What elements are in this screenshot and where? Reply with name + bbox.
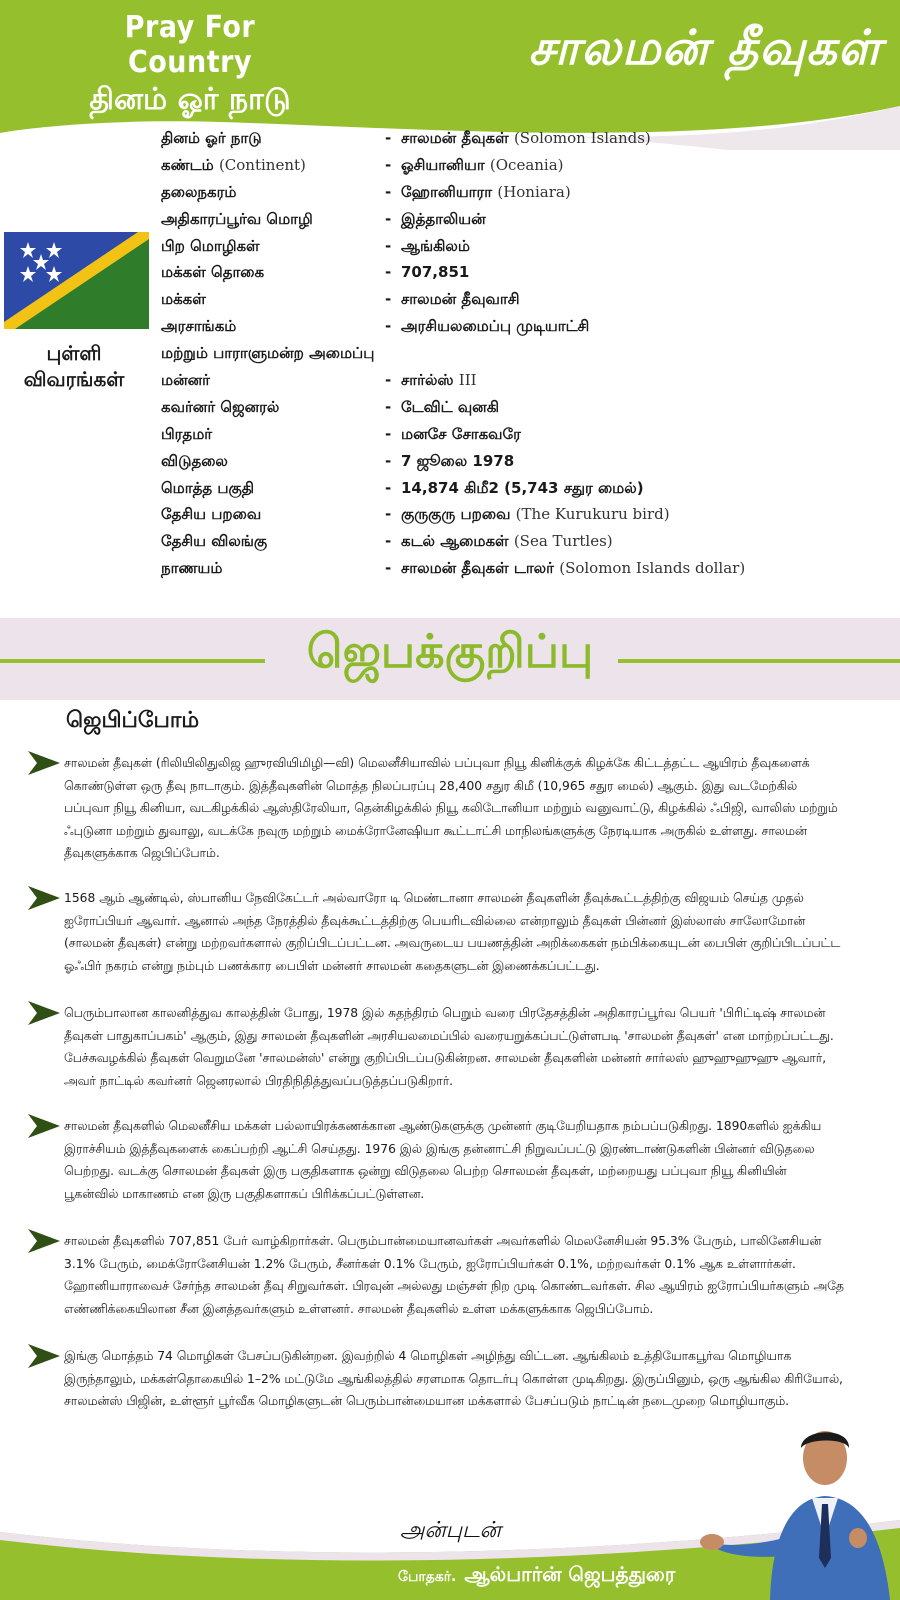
fact-label	[161, 528, 267, 555]
pastor-title: போதகர்.	[398, 1569, 457, 1585]
fact-label	[161, 475, 254, 502]
prayer-paragraph: சாலமன் தீவுகளில் 707,851 பேர் வாழ்கிறார்கள். பெரும்பான்மையானவர்கள் அவர்களில் மெலனேசியன் 95.3% பேரும், பாலினேசியன் 3.1% பேரும், மைக்ரோனேசியன் 1.2% பேரும், சீனர்கள் 0.1% பேரும், ஐரோப்பியர்கள் 0.1%, மற்றவர்கள் 0.1% ஆக உள்ளார்கள். ஹோனியாராவைச் சேர்ந்த சாலமன் தீவு சிறுவர்கள். பிரவுன் அல்லது மஞ்சள் நிற முடி கொண்டவர்கள். சில ஆயிரம் ஐரோப்பியர்களும் அதே எண்ணிக்கையிலான சீன இனத்தவர்களும் உள்ளனர். சாலமன் தீவுகளில் உள்ள மக்களுக்காக ஜெபிப்போம்.	[64, 1234, 844, 1316]
pastor-photo	[700, 1418, 900, 1600]
fact-label	[161, 340, 374, 367]
fact-separator: -	[385, 236, 392, 255]
fact-row	[161, 179, 881, 206]
fact-label	[161, 286, 206, 313]
fact-row	[161, 501, 881, 528]
fact-value	[385, 259, 469, 286]
fact-label	[161, 206, 313, 233]
side-caption-line2: விவரங்கள்	[23, 367, 125, 391]
fact-value-text: 707,851	[401, 263, 470, 282]
bullet-arrow-icon	[28, 750, 60, 776]
fact-separator: -	[385, 397, 392, 416]
bullet-arrow-icon	[28, 1113, 60, 1139]
fact-label-text: தேசிய விலங்கு	[161, 532, 268, 551]
facts-list	[161, 125, 881, 582]
fact-row	[161, 555, 881, 582]
fact-value-text: இத்தாலியன்	[401, 209, 486, 228]
pastor-name: ஆல்பார்ன் ஜெபத்துரை	[464, 1562, 676, 1586]
fact-separator: -	[385, 155, 392, 174]
fact-value	[385, 528, 613, 555]
fact-label	[161, 259, 264, 286]
fact-value	[385, 125, 651, 152]
fact-label	[161, 394, 279, 421]
prayer-paragraph: சாலமன் தீவுகளில் மெலனீசிய மக்கள் பல்லாயிரக்கணக்கான ஆண்டுகளுக்கு முன்னர் குடியேறியதாக நம்பப்படுகிறது. 1890களில் ஐக்கிய இராச்சியம் இத்தீவுகளைக் கைப்பற்றி ஆட்சி செய்தது. 1976 இல் இங்கு தன்னாட்சி நிறுவப்பட்டு இரண்டாண்டுகளின் பின்னர் விடுதலை பெற்றது. வடக்கு சொலமன் தீவுகள் இரு பகுதிகளாக ஒன்று விடுதலை பெற்ற சொலமன் தீவுகள், மற்றையது பப்புவா நியூ கினியின் பூகன்வில் மாகாணம் என இரு பகுதிகளாகப் பிரிக்கப்பட்டுள்ளன.	[64, 1119, 822, 1201]
brand-logo	[60, 10, 320, 121]
fact-label-text: தலைநகரம்	[161, 182, 237, 201]
fact-value-text: 14,874 கிமீ2 (5,743 சதுர மைல்)	[401, 478, 644, 497]
fact-label	[161, 152, 306, 179]
fact-label-text: பிற மொழிகள்	[161, 236, 260, 255]
fact-value	[385, 286, 520, 313]
fact-value-latin: (Solomon Islands dollar)	[559, 559, 746, 578]
fact-value-latin: III	[458, 371, 477, 390]
fact-value-text: 7 ஜூலை 1978	[401, 451, 515, 470]
fact-separator: -	[385, 559, 392, 578]
fact-value-latin: (Sea Turtles)	[513, 532, 613, 551]
fact-row	[161, 340, 881, 367]
prayer-paragraph: சாலமன் தீவுகள் (ரிலியிலிதுலிஜ ஹுரவியிமிழி—வி) மெலனீசியாவில் பப்புவா நியூ கினிக்குக் கிழக்கே கிட்டத்தட்ட ஆயிரம் தீவுகளைக் கொண்டுள்ள ஒரு தீவு நாடாகும். இத்தீவுகளின் மொத்த நிலப்பரப்பு 28,400 சதுர கிமீ (10,965 சதுர மைல்) ஆகும். இது வடமேற்கில் பப்புவா நியூ கினியா, வடகிழக்கில் ஆஸ்திரேலியா, தென்கிழக்கில் நியூ கலிடோனியா மற்றும் வனுவாட்டு, கிழக்கில் ஃபிஜி, வாலிஸ் மற்றும் ஃபுடுனா மற்றும் துவாலு, வடக்கே நவுரு மற்றும் மைக்ரோனேஷியா கூட்டாட்சி மாநிலங்களுக்கு நேரடியாக அருகில் உள்ளது. சாலமன் தீவுகளுக்காக ஜெபிப்போம்.	[64, 756, 838, 860]
fact-value-text: ஓசியானியா	[401, 155, 485, 174]
bullet-arrow-icon	[28, 1228, 60, 1254]
fact-value-text: ஹோனியாரா	[401, 182, 493, 201]
prayer-paragraph: இங்கு மொத்தம் 74 மொழிகள் பேசப்படுகின்றன. இவற்றில் 4 மொழிகள் அழிந்து விட்டன. ஆங்கிலம் உத்தியோகபூர்வ மொழியாக இருந்தாலும், மக்கள்தொகையில் 1–2% மட்டுமே ஆங்கிலத்தில் சரளமாக தொடர்பு கொள்ள முடிகிறது. இருப்பினும், ஒரு ஆங்கில கிரியோல், சாலமன்ஸ் பிஜின், உள்ளூர் பூர்வீக மொழிகளுடன் பெரும்பான்மையான மக்களால் பேசப்படும் நாட்டின் நடைமுறை மொழியாகும்.	[64, 1349, 843, 1408]
fact-label-latin: (Continent)	[218, 155, 306, 174]
prayer-subheading: ஜெபிப்போம்	[66, 708, 200, 733]
fact-value	[385, 394, 499, 421]
bullet-arrow-icon	[28, 885, 60, 911]
fact-separator: -	[385, 209, 392, 228]
fact-row	[161, 367, 881, 394]
fact-label	[161, 179, 236, 206]
fact-label	[161, 367, 210, 394]
fact-label-text: தினம் ஓர் நாடு	[161, 129, 262, 147]
fact-row	[161, 206, 881, 233]
fact-value-text: சாலமன் தீவுவாசி	[401, 290, 520, 309]
fact-value	[385, 421, 521, 448]
fact-value	[385, 367, 477, 394]
fact-label	[161, 421, 212, 448]
fact-separator: -	[385, 532, 392, 551]
fact-value-text: டேவிட் வுனகி	[401, 397, 500, 416]
fact-label-text: அரசாங்கம்	[161, 317, 237, 336]
fact-value	[385, 501, 670, 528]
fact-value-latin: (The Kurukuru bird)	[515, 505, 670, 524]
fact-value	[385, 313, 589, 340]
fact-value-text: அரசியலமைப்பு முடியாட்சி	[401, 317, 590, 336]
prayer-section-band	[0, 618, 900, 700]
fact-label-text: மக்கள் தொகை	[161, 263, 265, 282]
fact-label-text: நாணயம்	[161, 559, 223, 578]
fact-value	[385, 448, 514, 475]
pastor-signature	[398, 1562, 675, 1589]
fact-row	[161, 125, 881, 152]
fact-value-text: ஆங்கிலம்	[401, 236, 470, 255]
fact-row	[161, 475, 881, 502]
fact-label	[161, 313, 236, 340]
fact-separator: -	[385, 371, 392, 390]
fact-value-latin: (Oceania)	[489, 155, 564, 174]
fact-label	[161, 555, 222, 582]
bullet-arrow-icon	[28, 1343, 60, 1369]
signoff-text: அன்புடன்	[400, 1518, 501, 1543]
fact-value-text: குருகுரு பறவை	[401, 505, 511, 524]
fact-value-text: சாலமன் தீவுகள் டாலர்	[401, 559, 554, 578]
fact-row	[161, 233, 881, 260]
fact-value	[385, 555, 745, 582]
fact-row	[161, 286, 881, 313]
fact-label	[161, 501, 261, 528]
fact-label-text: கண்டம்	[161, 155, 214, 174]
fact-value-latin: (Honiara)	[497, 182, 571, 201]
fact-row	[161, 313, 881, 340]
fact-label	[161, 125, 262, 152]
fact-row	[161, 528, 881, 555]
fact-row	[161, 259, 881, 286]
fact-separator: -	[385, 263, 392, 282]
fact-label-text: மக்கள்	[161, 290, 206, 309]
fact-separator: -	[385, 478, 392, 497]
fact-value-text: கடல் ஆமைகள்	[401, 532, 509, 551]
fact-value	[385, 475, 644, 502]
fact-separator: -	[385, 317, 392, 336]
fact-separator: -	[385, 129, 392, 147]
fact-separator: -	[385, 182, 392, 201]
solomon-islands-flag	[4, 232, 149, 329]
brand-title: Pray For Country	[124, 10, 256, 80]
fact-label-text: தேசிய பறவை	[161, 505, 262, 524]
fact-value	[385, 206, 486, 233]
fact-label	[161, 233, 260, 260]
fact-separator: -	[385, 451, 392, 470]
fact-label-text: மொத்த பகுதி	[161, 478, 255, 497]
fact-value-text: மனசே சோகவரே	[401, 424, 521, 443]
fact-label-text: கவர்னர் ஜெனரல்	[161, 397, 280, 416]
fact-label-text: அதிகாரப்பூர்வ மொழி	[161, 209, 313, 228]
side-caption-line1: புள்ளி	[46, 341, 102, 365]
fact-label-text: விடுதலை	[161, 451, 228, 470]
country-title: சாலமன் தீவுகள்	[528, 20, 882, 76]
fact-label-text: மன்னர்	[161, 371, 210, 390]
fact-row	[161, 394, 881, 421]
fact-value-text: சாலமன் தீவுகள்	[401, 129, 509, 147]
fact-separator: -	[385, 505, 392, 524]
fact-value	[385, 233, 470, 260]
fact-value	[385, 179, 571, 206]
fact-row	[161, 421, 881, 448]
prayer-paragraph: 1568 ஆம் ஆண்டில், ஸ்பானிய நேவிகேட்டர் அல்வாரோ டி மெண்டானா சாலமன் தீவுகளின் தீவுக்கூட்டத்திற்கு விஜயம் செய்த முதல் ஐரோப்பியர் ஆவார். ஆனால் அந்த நேரத்தில் தீவுக்கூட்டத்திற்கு பெயரிடவில்லை என்றாலும் தீவுகள் பின்னர் இஸ்லாஸ் சாலோமோன் (சாலமன் தீவுகள்) என்று மற்றவர்களால் குறிப்பிடப்பட்டன. அவருடைய பயணத்தின் அறிக்கைகள் நம்பிக்கையுடன் பைபிள் குறிப்பிடப்பட்ட ஓஃபிர் நகரம் என்று நம்பும் பணக்கார பைபிள் மன்னர் சாலமன் கதைகளுடன் இணைக்கப்பட்டது.	[64, 891, 841, 973]
fact-row	[161, 152, 881, 179]
side-caption	[8, 340, 140, 392]
fact-separator: -	[385, 290, 392, 309]
fact-value-latin: (Solomon Islands)	[513, 129, 651, 147]
fact-value	[385, 152, 564, 179]
fact-row	[161, 448, 881, 475]
brand-subtitle: தினம் ஓர் நாடு	[89, 82, 291, 117]
bullet-arrow-icon	[28, 1000, 60, 1026]
fact-label	[161, 448, 228, 475]
fact-separator: -	[385, 424, 392, 443]
fact-value-text: சார்ல்ஸ்	[401, 371, 454, 390]
prayer-paragraph: பெரும்பாலான காலனித்துவ காலத்தின் போது, 1978 இல் சுதந்திரம் பெறும் வரை பிரதேசத்தின் அதிகாரப்பூர்வ பெயர் 'பிரிட்டிஷ் சாலமன் தீவுகள் பாதுகாப்பகம்' ஆகும், இது சாலமன் தீவுகளின் அரசியலமைப்பில் வரையறுக்கப்பட்டுள்ளபடி 'சாலமன் தீவுகள்' என மாற்றப்பட்டது. பேச்சுவழக்கில் தீவுகள் வெறுமனே 'சாலமன்ஸ்' என்று குறிப்பிடப்படுகின்றன. சாலமன் தீவுகளின் மன்னர் சார்லஸ் ஹுஹுஹுஹு ஆவார், அவர் நாட்டில் கவர்னர் ஜெனரலால் பிரதிநிதித்துவப்படுத்தப்படுகிறார்.	[64, 1006, 834, 1088]
fact-label-text: பிரதமர்	[161, 424, 213, 443]
section-title: ஜெபக்குறிப்பு	[306, 624, 594, 678]
fact-label-text: மற்றும் பாராளுமன்ற அமைப்பு	[161, 344, 375, 363]
